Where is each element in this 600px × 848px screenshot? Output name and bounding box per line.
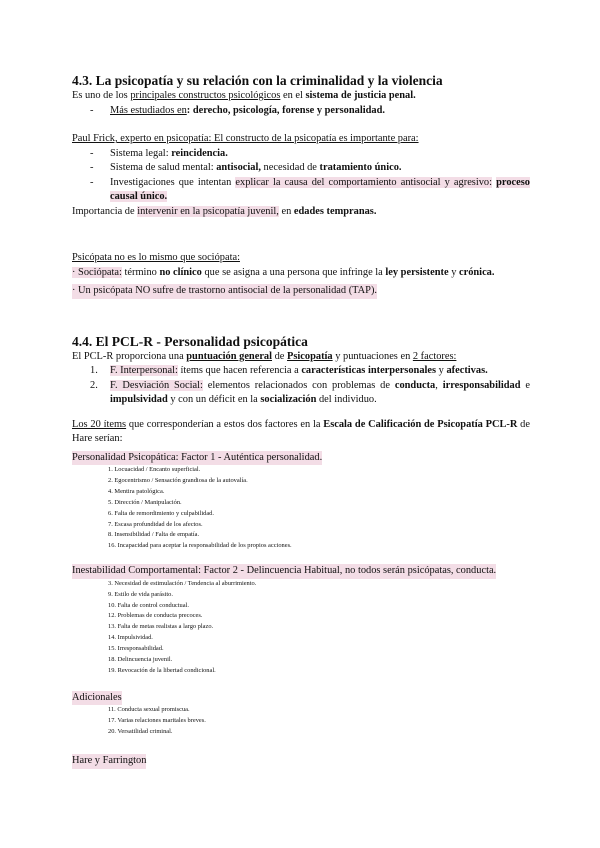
hare-farrington-label: Hare y Farrington <box>72 754 146 769</box>
list-item: 1. Locuacidad / Encanto superficial. <box>108 466 201 473</box>
frick-paragraph: Paul Frick, experto en psicopatía: El constructo de la psicopatía es importante para: <box>72 133 419 144</box>
list-item: - Investigaciones que intentan explicar la causa del comportamiento antisocial y agresivo: proceso causal único. <box>90 176 530 202</box>
list-item: 10. Falta de control conductual. <box>108 601 189 609</box>
factor1-list <box>72 465 530 552</box>
list-item: 16. Incapacidad para aceptar la responsabilidad de los propios acciones. <box>108 542 292 550</box>
adicionales-title: Adicionales <box>72 691 122 706</box>
list-item: 6. Falta de remordimiento y culpabilidad. <box>108 509 214 517</box>
sociopath-title: Psicópata no es lo mismo que sociópata: <box>72 252 240 263</box>
list-item: 12. Problemas de conducta precoces. <box>108 612 203 620</box>
list-item: - Sistema de salud mental: antisocial, necesidad de tratamiento único. <box>90 162 402 173</box>
list-item: 5. Dirección / Manipulación. <box>108 498 182 506</box>
items-paragraph: Los 20 ítems que corresponderían a estos dos factores en la Escala de Calificación de Psicopatía PCL-R de Hare serían: <box>72 418 530 444</box>
factor2-title: Inestabilidad Comportamental: Factor 2 - Delincuencia Habitual, no todos serán psicópatas, conducta. <box>72 564 496 579</box>
list-item: 1. F. Interpersonal: ítems que hacen referencia a características interpersonales y afectivas. <box>90 365 488 376</box>
document-page <box>72 60 530 769</box>
list-item: 2. Egocentrismo / Sensación grandiosa de la autovalía. <box>108 476 248 484</box>
list-item: 4. Mentira patológica. <box>108 487 165 495</box>
list-item: 18. Delincuencia juvenil. <box>108 656 173 664</box>
list-item: 17. Varias relaciones maritales breves. <box>108 717 206 725</box>
list-item: 14. Impulsividad. <box>108 634 153 642</box>
factor1-title: Personalidad Psicopática: Factor 1 - Auténtica personalidad. <box>72 451 322 466</box>
list-item: 20. Versatilidad criminal. <box>108 728 173 736</box>
psychopath-note: · Un psicópata NO sufre de trastorno antisocial de la personalidad (TAP). <box>72 284 377 299</box>
list-item: 11. Conducta sexual promiscua. <box>108 706 190 714</box>
list-item: 3. Necesidad de estimulación / Tendencia al aburrimiento. <box>108 579 257 587</box>
list-item: 2. F. Desviación Social: elementos relacionados con problemas de conducta, irresponsabilidad e impulsividad y con un déficit en la socialización del individuo. <box>90 379 530 405</box>
list-item: 9. Estilo de vida parásito. <box>108 590 173 598</box>
list-item: 15. Irresponsabilidad. <box>108 645 164 653</box>
list-item: - Sistema legal: reincidencia. <box>90 147 228 159</box>
list-item: 19. Revocación de la libertad condicional. <box>108 667 216 674</box>
list-item: 13. Falta de metas realistas a largo plazo. <box>108 623 214 631</box>
section-4-3-title: 4.3. La psicopatía y su relación con la criminalidad y la violencia <box>72 73 443 88</box>
intro-paragraph: Es uno de los principales constructos psicológicos en el sistema de justicia penal. <box>72 90 416 101</box>
list-item: 7. Escasa profundidad de los afectos. <box>108 520 203 528</box>
list-item: 8. Insensibilidad / Falta de empatía. <box>108 531 200 539</box>
list-item: - Más estudiados en: derecho, psicología, forense y personalidad. <box>90 104 385 116</box>
pclr-paragraph: El PCL-R proporciona una puntuación general de Psicopatía y puntuaciones en 2 factores: <box>72 350 457 362</box>
sociopath-definition: · Sociópata: término no clínico que se asigna a una persona que infringe la ley persistente y crónica. <box>72 266 495 278</box>
adicionales-list <box>72 705 530 738</box>
factor2-list <box>72 579 530 677</box>
importance-paragraph: Importancia de intervenir en la psicopatía juvenil, en edades tempranas. <box>72 205 377 217</box>
section-4-4-title: 4.4. El PCL-R - Personalidad psicopática <box>72 333 308 349</box>
